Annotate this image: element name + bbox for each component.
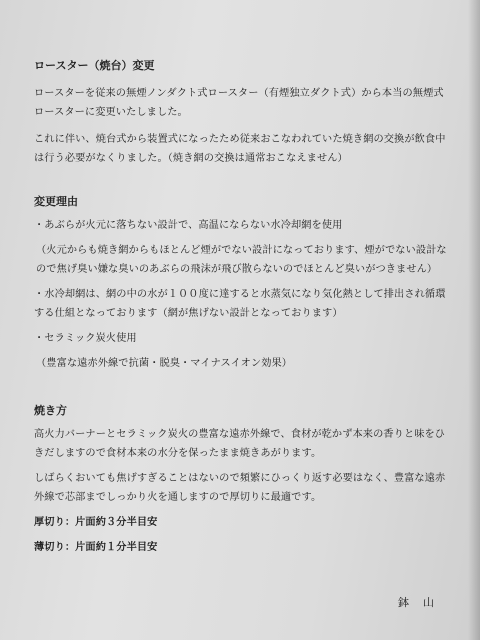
page-edge-shadow [468, 0, 480, 640]
reasons-heading: 変更理由 [34, 195, 78, 208]
grilling-para1-line2: きだしますので食材本来の水分を保ったまま焼きあがります。 [34, 448, 322, 459]
signature: 鉢山 [398, 596, 448, 609]
grilling-para2-line2: 外線で芯部までしっかり火を通しますので厚切りに最適です。 [34, 492, 322, 503]
reason-item-1-note-line1: （火元からも焼き網からもほとんど煙がでない設計になっております、煙がでない設計な [36, 245, 447, 256]
roaster-para2-line2: は行う必要がなくりました。（焼き網の交換は通常おこなえません） [34, 153, 348, 164]
thick-cut-guide: 厚切り：片面約３分半目安 [34, 517, 158, 528]
roaster-para2-line1: これに伴い、焼台式から装置式になったため従来おこなわれていた焼き網の交換が飲食中 [34, 134, 446, 145]
roaster-heading: ロースター（焼台）変更 [34, 59, 155, 72]
section-roaster [34, 58, 460, 168]
grilling-para2-line1: しばらくおいても焦げすぎることはないので頻繁にひっくり返す必要はなく、豊富な遠赤 [34, 473, 446, 484]
grilling-para1-line1: 高火力バーナーとセラミック炭火の豊富な遠赤外線で、食材が乾かず本来の香りと味をひ [34, 429, 446, 440]
reason-item-3: ・セラミック炭火使用 [34, 333, 137, 344]
grilling-heading: 焼き方 [34, 404, 67, 417]
reason-item-2-line2: する仕組となっております（網が焦げない設計となっております） [34, 308, 343, 319]
section-grilling [34, 403, 460, 557]
thin-cut-guide: 薄切り：片面約１分半目安 [34, 542, 158, 553]
reason-item-3-note: （豊富な遠赤外線で抗菌・脱臭・マイナスイオン効果） [36, 358, 293, 369]
reason-item-1-note-line2: ので焦げ臭い嫌な臭いのあぶらの飛沫が飛び散らないのでほとんど臭いがつきません） [36, 264, 438, 275]
roaster-para1-line1: ロースターを従来の無煙ノンダクト式ロースター（有煙独立ダクト式）から本当の無煙式 [34, 88, 444, 99]
roaster-para1-line2: ロースターに変更いたしました。 [34, 107, 188, 118]
section-reasons [34, 194, 460, 373]
reason-item-1: ・あぶらが火元に落ちない設計で、高温にならない水冷却網を使用 [34, 220, 343, 231]
reason-item-2-line1: ・水冷却網は、網の中の水が１００度に達すると水蒸気になり気化熱として排出され循環 [34, 289, 446, 300]
